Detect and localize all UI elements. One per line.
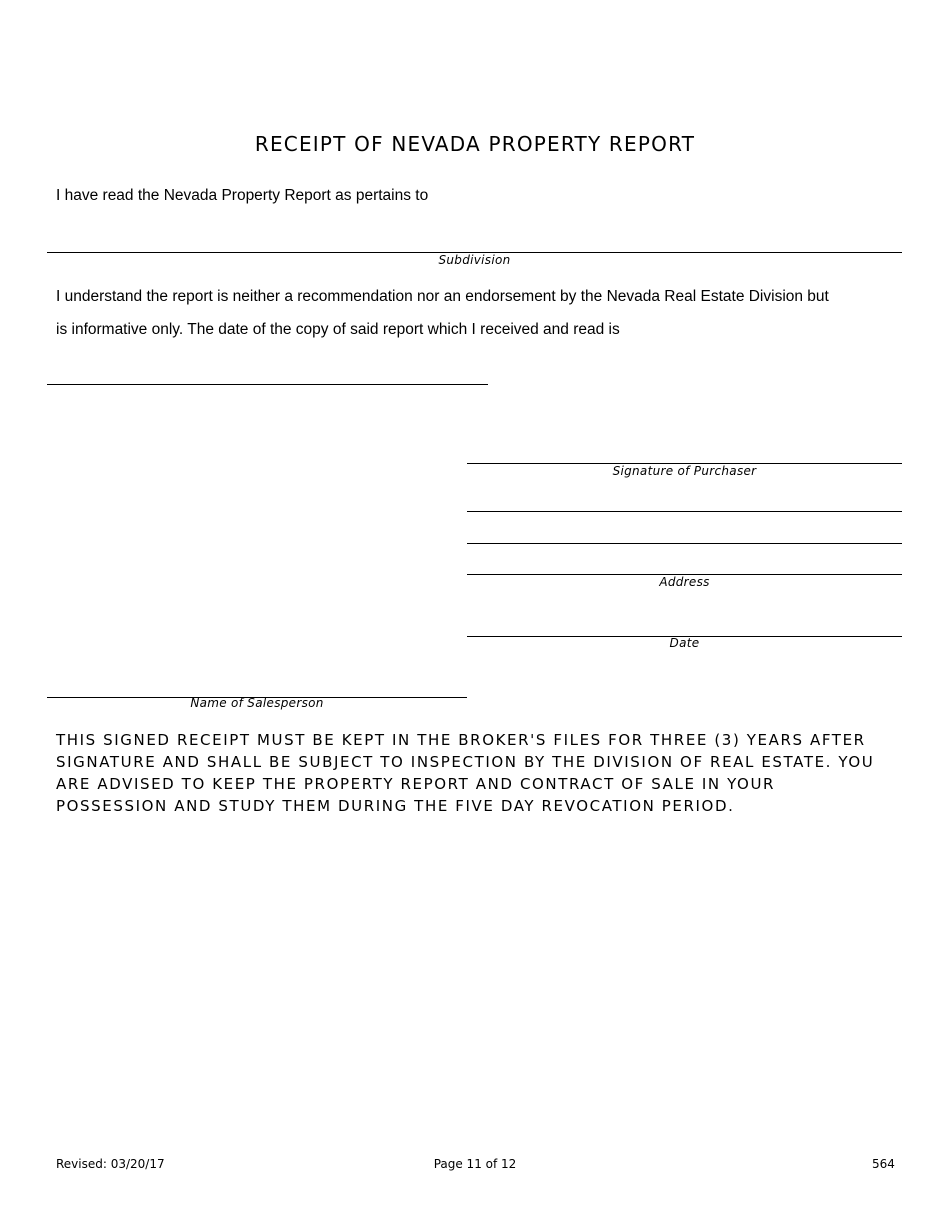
notice-line-3: ARE ADVISED TO KEEP THE PROPERTY REPORT AND CONTRACT OF SALE IN YOUR bbox=[56, 775, 776, 793]
notice-paragraph bbox=[56, 729, 906, 817]
understanding-line-2: is informative only. The date of the copy of said report which I received and read is bbox=[56, 321, 620, 338]
signature-caption: Signature of Purchaser bbox=[612, 464, 757, 478]
notice-line-2: SIGNATURE AND SHALL BE SUBJECT TO INSPECTION BY THE DIVISION OF REAL ESTATE. YOU bbox=[56, 753, 875, 771]
notice-line-4: POSSESSION AND STUDY THEM DURING THE FIVE DAY REVOCATION PERIOD. bbox=[56, 797, 735, 815]
salesperson-caption: Name of Salesperson bbox=[190, 696, 324, 710]
page-number: Page 11 of 12 bbox=[433, 1157, 517, 1171]
date-caption: Date bbox=[669, 636, 700, 650]
address-line-1[interactable] bbox=[467, 511, 902, 512]
address-caption: Address bbox=[659, 575, 710, 589]
document-title: RECEIPT OF NEVADA PROPERTY REPORT bbox=[254, 132, 696, 156]
address-line-2[interactable] bbox=[467, 543, 902, 544]
understanding-line-1: I understand the report is neither a recommendation nor an endorsement by the Nevada Real Estate Division but bbox=[56, 288, 829, 305]
report-date-field-line[interactable] bbox=[47, 384, 488, 385]
revised-date: Revised: 03/20/17 bbox=[56, 1157, 165, 1171]
form-number: 564 bbox=[872, 1157, 895, 1171]
intro-line: I have read the Nevada Property Report as pertains to bbox=[56, 187, 429, 204]
notice-line-1: THIS SIGNED RECEIPT MUST BE KEPT IN THE BROKER'S FILES FOR THREE (3) YEARS AFTER bbox=[56, 731, 866, 749]
subdivision-caption: Subdivision bbox=[438, 253, 511, 267]
